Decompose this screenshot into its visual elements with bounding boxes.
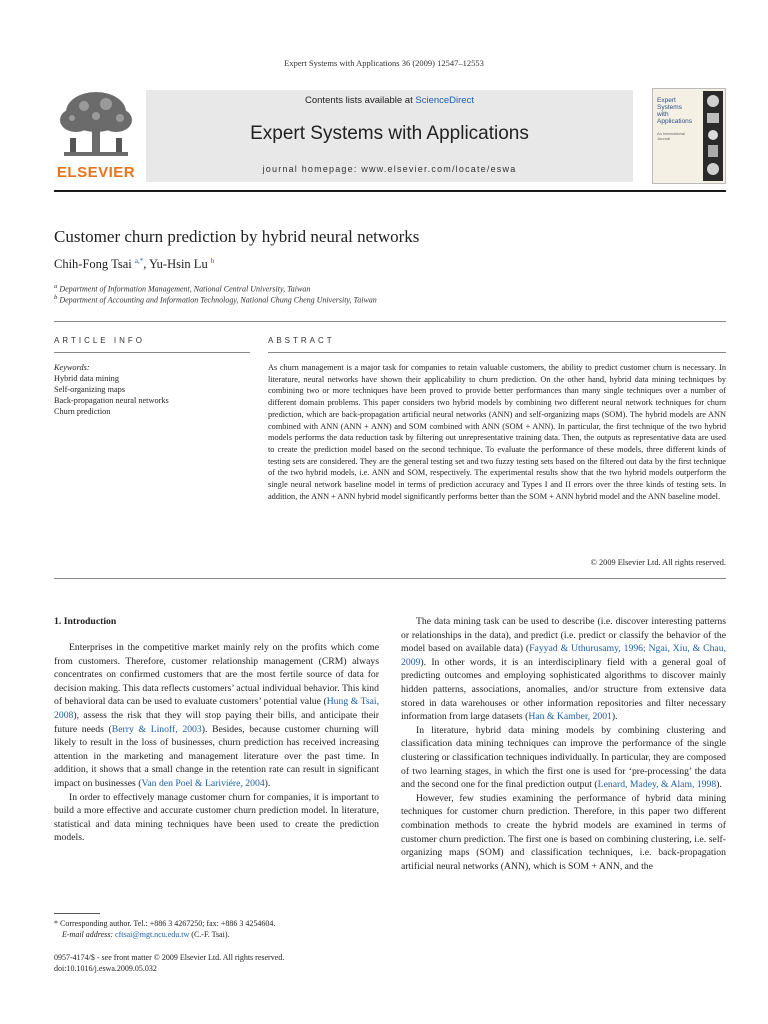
footnote	[54, 918, 384, 940]
author-email-link[interactable]: cftsai@mgt.ncu.edu.tw	[115, 930, 190, 939]
abstract-text: As churn management is a major task for companies to retain valuable customers, the ability to predict customer churn is necessary. In literature, neural networks have shown their applicability to churn prediction. On the other hand, hybrid data mining techniques by combining two or more techniques have been proved to provide better performances than many single techniques over a number of different domain problems. This paper considers two hybrid models by combining two different neural network techniques for churn prediction, which are back-propagation artificial neural networks (ANN) and self-organizing maps (SOM). The hybrid models are ANN combined with ANN (ANN + ANN) and SOM combined with ANN (SOM + ANN). In particular, the first technique of the two hybrid models performs the data reduction task by filtering out unrepresentative training data. Then, the outputs as representative data are used to create the prediction model based on the second technique. To evaluate the performance of these models, three different kinds of testing sets are considered. They are the general testing set and two fuzzy testing sets based on the filtered out data by the first technique of the two hybrid models, i.e. ANN and SOM, respectively. The experimental results show that the two hybrid models outperform the single neural network baseline model in terms of prediction accuracy and Types I and II errors over the three kinds of testing sets. In addition, the ANN + ANN hybrid model significantly performs better than the SOM + ANN hybrid model and the ANN baseline model.	[268, 363, 726, 501]
footnote-rule	[54, 913, 100, 914]
author-line: Chih-Fong Tsai $^{a,*}$, Yu-Hsin Lu $^b$	[54, 257, 215, 272]
body-text-run: ).	[611, 711, 618, 723]
body-paragraph	[401, 615, 726, 724]
abstract-label: ABSTRACT	[268, 336, 335, 345]
doi-line[interactable]: doi:10.1016/j.eswa.2009.05.032	[54, 964, 157, 973]
keyword-item: Back-propagation neural networks	[54, 396, 169, 405]
elsevier-wordmark[interactable]: ELSEVIER	[56, 164, 136, 181]
keywords-block	[54, 362, 169, 417]
affiliation-mark: a	[54, 283, 58, 290]
body-text-run: In order to effectively manage customer churn for companies, it is important to build a more effective and accurate customer churn prediction model. In literature, statistical and data mining techniques have been used to create the prediction models.	[54, 791, 379, 844]
keywords-title: Keywords:	[54, 363, 90, 372]
body-text-run: ), assess the risk that they will stop paying their bills, and anticipate their future needs (	[54, 709, 379, 735]
journal-header-box	[146, 90, 633, 182]
corresponding-author-note: * Corresponding author. Tel.: +886 3 4267250; fax: +886 3 4254604.	[54, 919, 276, 928]
issn-line: 0957-4174/$ - see front matter © 2009 Elsevier Ltd. All rights reserved.	[54, 953, 285, 962]
email-suffix: (C.-F. Tsai).	[189, 930, 230, 939]
body-text-run: Enterprises in the competitive market mainly rely on the profits which come from customers. Therefore, customer relationship management (CRM) always concentrates on confirmed customers that are the most fertile source of data for decision making. This data reflects customers’ actual individual behavior. This kind of behavioral data can be used to evaluate customers’ potential value (	[54, 642, 379, 708]
journal-title: Expert Systems with Applications	[250, 123, 529, 144]
sciencedirect-link[interactable]: ScienceDirect	[415, 95, 474, 106]
contents-line	[146, 95, 633, 106]
body-column-right	[401, 615, 726, 873]
author-name[interactable]: Chih-Fong Tsai	[54, 257, 132, 272]
article-info-rule	[54, 352, 250, 353]
citation-link[interactable]: Lenard, Madey, & Alam, 1998	[597, 779, 717, 791]
body-column-left	[54, 641, 379, 845]
contents-prefix: Contents lists available at	[305, 95, 416, 106]
body-text-run: The data mining task can be used to describe (i.e. discover interesting patterns or relationships in the data), and predict (i.e. predict or classify the behavior of the model based on available data) (	[401, 616, 726, 655]
email-label: E-mail address:	[62, 930, 114, 939]
body-text-run: ).	[716, 779, 722, 791]
abstract-copyright: © 2009 Elsevier Ltd. All rights reserved.	[590, 558, 726, 567]
cover-title: Expert Systems with Applications	[657, 97, 693, 125]
journal-reference: Expert Systems with Applications 36 (2009) 12547–12553	[284, 58, 484, 68]
affiliation-a	[54, 283, 310, 294]
body-paragraph	[401, 792, 726, 874]
body-text-run: ). Besides, because customer churning will likely to result in the loss of businesses, churn prediction has received increasing attention in the marketing and management literature over the past time. In addition, it shows that a small change in the retention rate can result in significant impact on businesses (	[54, 723, 379, 789]
body-text-run: ). In other words, it is an interdisciplinary field with a general goal of predicting outcomes and employing sophisticated algorithms to discover mainly hidden patterns, associations, anomalies, and/or structure from extensive data stored in data warehouses or other information repositories and filter necessary information from large datasets (	[401, 656, 726, 723]
body-paragraph	[54, 791, 379, 845]
author-name[interactable]: Yu-Hsin Lu	[149, 257, 208, 272]
journal-homepage[interactable]: journal homepage: www.elsevier.com/locate/eswa	[262, 164, 517, 174]
journal-masthead	[54, 88, 726, 184]
affiliation-text: Department of Accounting and Information Technology, National Chung Cheng University, Taiwan	[59, 295, 377, 305]
citation-link[interactable]: Van den Poel & Lariviére, 2004	[141, 777, 265, 789]
body-paragraph	[54, 641, 379, 791]
citation-link[interactable]: Berry & Linoff, 2003	[111, 723, 202, 735]
page-footer	[54, 952, 284, 974]
corresponding-author-mark[interactable]: *	[139, 257, 144, 265]
author-affiliation-mark[interactable]: a,	[134, 257, 140, 265]
abstract-bottom-rule	[54, 578, 726, 579]
abstract-rule	[268, 352, 726, 353]
section-heading-introduction: 1. Introduction	[54, 616, 117, 627]
header-rule	[54, 190, 726, 192]
affiliation-b	[54, 294, 377, 305]
cover-icons-strip-icon	[703, 91, 723, 181]
author-affiliation-mark[interactable]: b	[210, 257, 215, 265]
citation-link[interactable]: Han & Kamber, 2001	[528, 711, 612, 723]
citation-link[interactable]: Hung & Tsai, 2008	[54, 696, 380, 721]
body-text-run: In literature, hybrid data mining models by combining clustering and classification data mining techniques can improve the performance of the single clustering or classification techniques individually. In particular, they are composed of two learning stages, in which the first one is used for ‘pre-processing’ the data and the second one for the final prediction output (	[401, 724, 726, 791]
body-text-run: However, few studies examining the performance of hybrid data mining techniques for customer churn prediction. Therefore, in this paper two different combination methods to create the hybrid models are examined in terms of customer churn prediction. The first one is based on combining clustering, i.e. self-organizing maps (SOM) and classification techniques, i.e. back-propagation artificial neural networks (ANN), which is SOM + ANN, and the	[401, 792, 726, 872]
keyword-item: Self-organizing maps	[54, 385, 126, 394]
body-text-run: ).	[264, 777, 271, 789]
paper-title: Customer churn prediction by hybrid neural networks	[54, 227, 420, 246]
article-info-label: ARTICLE INFO	[54, 336, 145, 345]
keyword-item: Churn prediction	[54, 407, 111, 416]
body-paragraph	[401, 724, 726, 792]
section-rule	[54, 321, 726, 322]
citation-link[interactable]: Fayyad & Uthurusamy, 1996; Ngai, Xiu, & Chau, 2009	[401, 643, 726, 668]
journal-cover-thumbnail[interactable]	[652, 88, 726, 184]
keyword-item: Hybrid data mining	[54, 374, 119, 383]
affiliation-mark: b	[54, 294, 58, 301]
affiliation-text: Department of Information Management, National Central University, Taiwan	[59, 284, 311, 294]
cover-subtitle: An International Journal	[657, 131, 686, 141]
